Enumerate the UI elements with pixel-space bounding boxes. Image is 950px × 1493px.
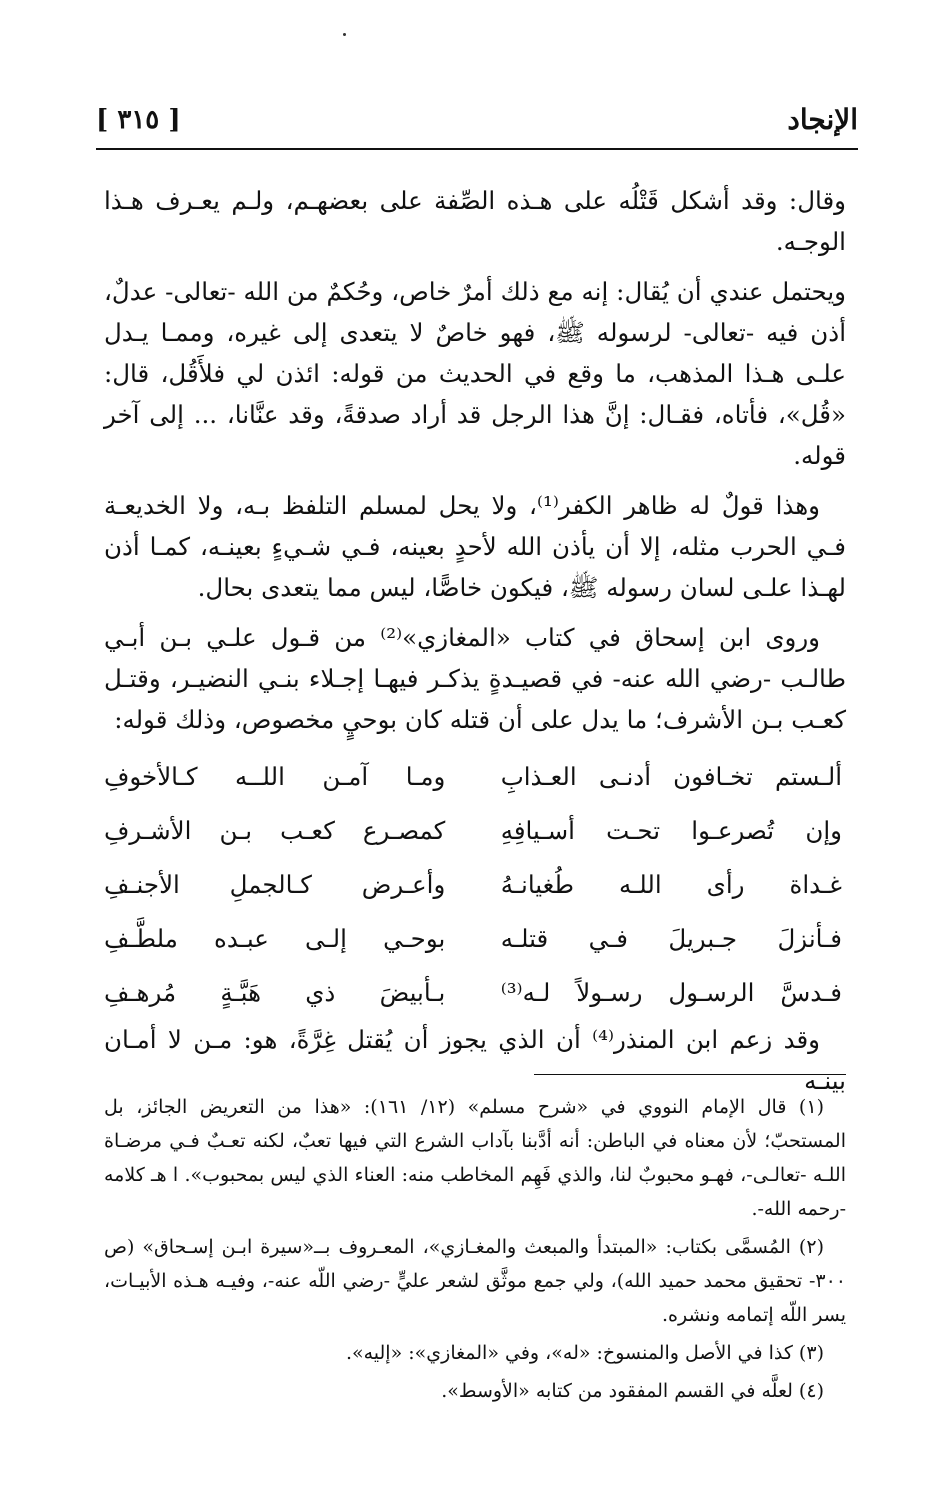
footnote: (٣) كذا في الأصل والمنسوخ: «له»، وفي «المغازي»: «إليه».	[345, 1342, 824, 1364]
footnote: (١) قال الإمام النووي في «شرح مسلم» (١٢/ ١٦١): «هذا من التعريض الجائز، بل المستحبّ؛ لأن معناه في الباطن: أنه أدَّبنا بآداب الشرع التي فيها تعبٌ، لكنه تعـبٌ فـي مرضـاة اللـه -تعالـى-، فهـو محبوبٌ لنا، والذي فَهِم المخاطب منه: العناء الذي ليس بمحبوب». ا هـ كلامه -رحمه الله-.	[104, 1096, 846, 1220]
paragraph: وقال: وقد أشكل قَتْلُه على هـذه الصِّفة على بعضهـم، ولـم يعـرف هـذا الوجـه.	[104, 186, 846, 256]
poem-verse	[104, 965, 846, 1019]
paragraph: ويحتمل عندي أن يُقال: إنه مع ذلك أمرٌ خاص، وحُكمٌ من الله -تعالى- عدلٌ، أذن فيه -تعالى- لرسوله ﷺ، فهو خاصٌ لا يتعدى إلى غيره، وممـا يـدل علـى هـذا المذهب، ما وقع في الحديث من قوله: ائذن لي فلأَقُل، قال: «قُل»، فأتاه، فقـال: إنَّ هذا الرجل قد أراد صدقةً، وقد عنَّانا، ... إلى آخر قوله.	[104, 277, 846, 470]
verse-first-hemistich: غـداة رأى اللـه طُغيانـهُ	[500, 869, 842, 899]
poem-verse	[104, 803, 846, 857]
poem-verse	[104, 857, 846, 911]
main-text	[104, 180, 846, 1110]
header-rule	[96, 148, 858, 150]
scan-speck	[343, 33, 346, 36]
footnote: (٤) لعلَّه في القسم المفقود من كتابه «الأوسط».	[441, 1380, 824, 1402]
poem-verse	[104, 749, 846, 803]
verse-second-hemistich: بوحـي إلـى عبـده ملطَّـفِ	[104, 923, 446, 953]
page-number: [ ٣١٥ ]	[96, 105, 181, 135]
paragraph: وروى ابن إسحاق في كتاب «المغازي»⁽²⁾ من قـول علـي بـن أبـي طالـب -رضي الله عنه- في قصيـدةٍ يذكـر فيهـا إجـلاء بنـي النضيـر، وقتـل كعـب بـن الأشرف؛ ما يدل على أن قتله كان بوحيٍ مخصوص، وذلك قوله:	[104, 623, 846, 734]
verse-second-hemistich: ومـا آمـن اللــه كـالأخوفِ	[104, 761, 446, 791]
verse-first-hemistich: ألـستم تخـافون أدنـى العـذابِ	[500, 761, 842, 791]
footnote: (٢) المُسمَّى بكتاب: «المبتدأ والمبعث والمغـازي»، المعـروف بــ«سيرة ابـن إسـحاق» (ص ٣٠٠- تحقيق محمد حميد الله)، ولي جمع موثَّق لشعر عليٍّ -رضي اللّه عنه-، وفيـه هـذه الأبيـات، يسر اللّه إتمامه ونشره.	[104, 1236, 846, 1326]
poem-verse	[104, 911, 846, 965]
verse-first-hemistich: فـأنزلَ جـبريلَ فـي قتلـه	[500, 923, 842, 953]
verse-second-hemistich: كمصـرع كعـب بـن الأشـرفِ	[104, 815, 446, 845]
verse-second-hemistich: وأعـرض كـالجملِ الأجنـفِ	[104, 869, 446, 899]
footnotes	[104, 1090, 846, 1412]
verse-first-hemistich: وإن تُصرعـوا تحـت أسـيافِهِ	[500, 815, 842, 845]
closing-line: وقد زعم ابن المنذر⁽⁴⁾ أن الذي يجوز أن يُقتل غِرَّةً، هو: مـن لا أمـان بينـه	[104, 1025, 846, 1095]
running-title: الإنجاد	[787, 103, 858, 136]
verse-second-hemistich: بـأبيضَ ذي هَبَّـةٍ مُرهـفِ	[104, 977, 446, 1007]
paragraph: وهذا قولٌ له ظاهر الكفر⁽¹⁾، ولا يحل لمسلم التلفظ بـه، ولا الخديعـة فـي الحرب مثله، إلا أن يأذن الله لأحدٍ بعينه، فـي شـيءٍ بعينـه، كمـا أذن لهـذا علـى لسان رسوله ﷺ، فيكون خاصًّا، ليس مما يتعدى بحال.	[104, 491, 846, 602]
verse-first-hemistich: فـدسَّ الرسـول رسـولاً لـه⁽³⁾	[500, 977, 842, 1007]
page-header	[96, 96, 858, 140]
poem	[104, 749, 846, 1019]
footnote-rule	[534, 1074, 846, 1075]
